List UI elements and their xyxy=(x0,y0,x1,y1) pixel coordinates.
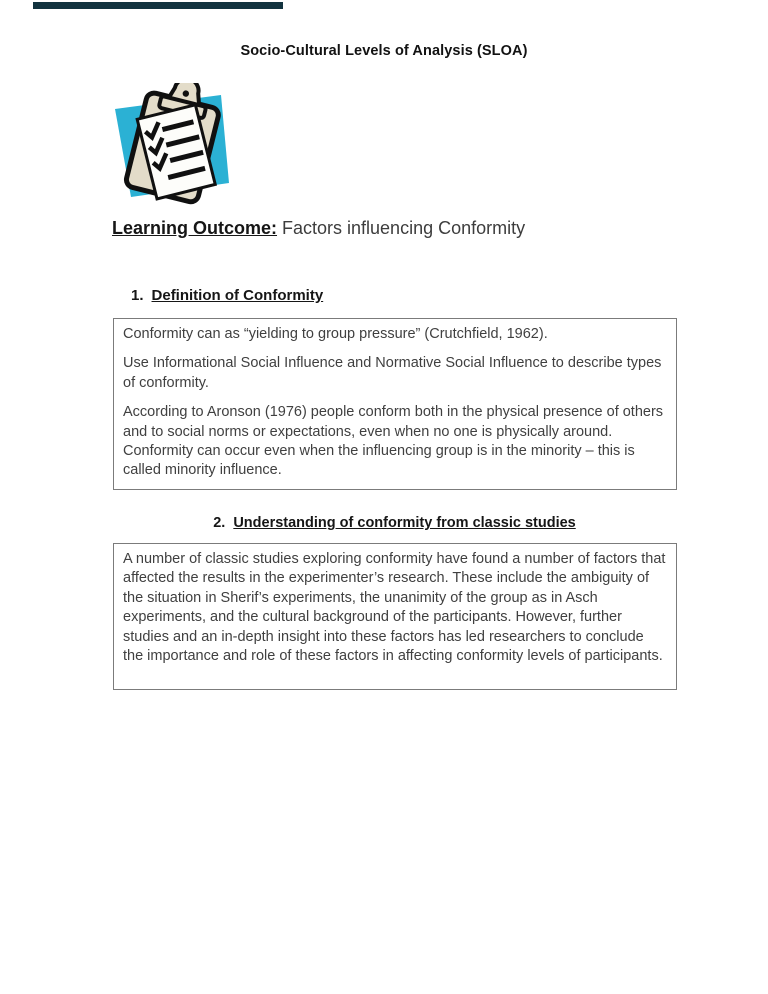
learning-outcome-label: Learning Outcome: xyxy=(112,218,278,238)
section-number: 2. xyxy=(213,515,226,531)
clipboard-checklist-image xyxy=(103,83,243,207)
section-number: 1. xyxy=(131,287,144,304)
paragraph: Conformity can as “yielding to group pressure” (Crutchfield, 1962). xyxy=(123,326,548,342)
classic-studies-textbox xyxy=(113,543,677,690)
section-heading-text: Understanding of conformity from classic studies xyxy=(233,515,576,531)
page-title: Socio-Cultural Levels of Analysis (SLOA) xyxy=(240,43,528,59)
paragraph: Use Informational Social Influence and Normative Social Influence to describe types of conformity. xyxy=(123,355,662,391)
section-heading-text: Definition of Conformity xyxy=(151,287,324,304)
top-edge-scan-artifact xyxy=(33,2,283,9)
learning-outcome-text: Factors influencing Conformity xyxy=(277,218,526,238)
definition-of-conformity-textbox xyxy=(113,318,677,490)
clipboard-icon xyxy=(103,83,243,207)
learning-outcome-line xyxy=(112,218,525,239)
section-heading-definition-of-conformity xyxy=(131,287,323,304)
section-heading-classic-studies xyxy=(113,515,676,531)
paragraph: According to Aronson (1976) people conform both in the physical presence of others and to social norms or expectations, even when no one is physically around. Conformity can occur even when the influencing group is in the minority – this is called minority influence. xyxy=(123,404,664,479)
paragraph: A number of classic studies exploring conformity have found a number of factors that affected the results in the experimenter’s research. These include the ambiguity of the situation in Sherif’s experiments, the unanimity of the group as in Asch experiments, and the cultural background of the participants. However, further studies and an in-depth insight into these factors has led researchers to conclude the importance and role of these factors in affecting conformity levels of participants. xyxy=(123,551,666,665)
